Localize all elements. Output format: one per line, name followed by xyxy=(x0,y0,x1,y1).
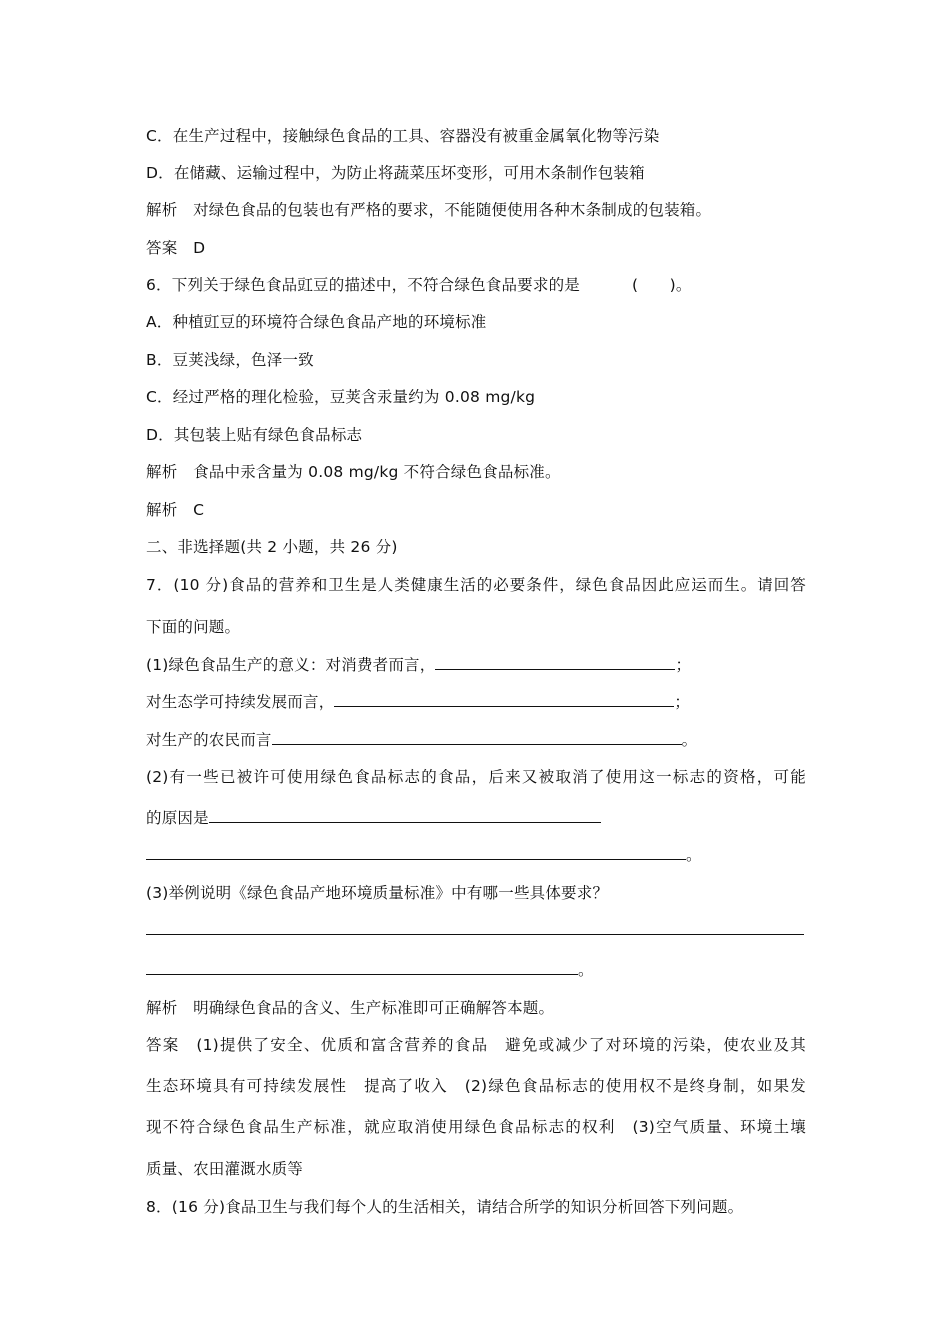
q5-analysis: 解析 对绿色食品的包装也有严格的要求，不能随便使用各种木条制成的包装箱。 xyxy=(146,201,712,219)
answer-blank[interactable] xyxy=(146,845,686,860)
q7-part1-ecology-label: 对生态学可持续发展而言， xyxy=(146,693,335,711)
q6-answer: 解析 C xyxy=(146,501,205,519)
q6-option-c: C．经过严格的理化检验，豆荚含汞量约为 0.08 mg/kg xyxy=(146,388,536,406)
q7-stem-line1: 7．(10 分)食品的营养和卫生是人类健康生活的必要条件，绿色食品因此应运而生。请回答 xyxy=(146,576,806,594)
q7-answer-line4: 质量、农田灌溉水质等 xyxy=(146,1160,304,1178)
q7-part1-consumer-label: (1)绿色食品生产的意义：对消费者而言， xyxy=(146,656,436,674)
q6-option-b: B．豆荚浅绿，色泽一致 xyxy=(146,351,314,369)
answer-blank[interactable] xyxy=(209,808,601,823)
q7-part3-blank-line2 xyxy=(146,960,594,980)
q5-answer: 答案 D xyxy=(146,239,206,257)
q5-option-d: D．在储藏、运输过程中，为防止将蔬菜压坏变形，可用木条制作包装箱 xyxy=(146,164,645,182)
q7-part1-consumer xyxy=(146,655,691,675)
q8-stem: 8．(16 分)食品卫生与我们每个人的生活相关，请结合所学的知识分析回答下列问题。 xyxy=(146,1198,744,1216)
q7-answer-line3: 现不符合绿色食品生产标准，就应取消使用绿色食品标志的权利 (3)空气质量、环境土壤 xyxy=(146,1118,806,1136)
answer-blank[interactable] xyxy=(272,730,682,745)
q6-stem-line xyxy=(146,275,692,295)
q7-answer-line2: 生态环境具有可持续发展性 提高了收入 (2)绿色食品标志的使用权不是终身制，如果发 xyxy=(146,1077,806,1095)
q7-part1-farmer-label: 对生产的农民而言 xyxy=(146,731,272,749)
q7-part3: (3)举例说明《绿色食品产地环境质量标准》中有哪一些具体要求？ xyxy=(146,884,609,902)
q6-answer-paren: ( )。 xyxy=(631,276,692,294)
q7-part1-ecology xyxy=(146,692,690,712)
answer-blank[interactable] xyxy=(435,655,675,670)
section-heading: 二、非选择题(共 2 小题，共 26 分) xyxy=(146,538,398,556)
q7-part2-punct: 。 xyxy=(686,846,702,864)
q7-part2-line2 xyxy=(146,808,601,828)
q7-part2-line1: (2)有一些已被许可使用绿色食品标志的食品，后来又被取消了使用这一标志的资格，可能 xyxy=(146,768,806,786)
answer-blank[interactable] xyxy=(146,920,804,935)
answer-blank[interactable] xyxy=(334,692,674,707)
q7-part2-label: 的原因是 xyxy=(146,809,209,827)
q6-option-d: D．其包装上贴有绿色食品标志 xyxy=(146,426,363,444)
q7-analysis: 解析 明确绿色食品的含义、生产标准即可正确解答本题。 xyxy=(146,999,555,1017)
q7-part1-ecology-punct: ； xyxy=(674,693,691,711)
q7-part2-line3 xyxy=(146,845,702,865)
q7-part1-farmer-punct: 。 xyxy=(681,731,698,749)
q7-part1-consumer-punct: ； xyxy=(675,656,692,674)
q7-answer-line1: 答案 (1)提供了安全、优质和富含营养的食品 避免或减少了对环境的污染，使农业及其 xyxy=(146,1036,806,1054)
q6-stem: 6．下列关于绿色食品豇豆的描述中，不符合绿色食品要求的是 xyxy=(146,276,580,294)
q6-analysis: 解析 食品中汞含量为 0.08 mg/kg 不符合绿色食品标准。 xyxy=(146,463,561,481)
q7-part3-blank-line1 xyxy=(146,920,804,940)
answer-blank[interactable] xyxy=(146,960,578,975)
q5-option-c: C．在生产过程中，接触绿色食品的工具、容器没有被重金属氧化物等污染 xyxy=(146,127,660,145)
q6-option-a: A．种植豇豆的环境符合绿色食品产地的环境标准 xyxy=(146,313,487,331)
q7-part1-farmer xyxy=(146,730,697,750)
q7-part3-punct: 。 xyxy=(578,961,594,979)
q7-stem-line2: 下面的问题。 xyxy=(146,618,241,636)
